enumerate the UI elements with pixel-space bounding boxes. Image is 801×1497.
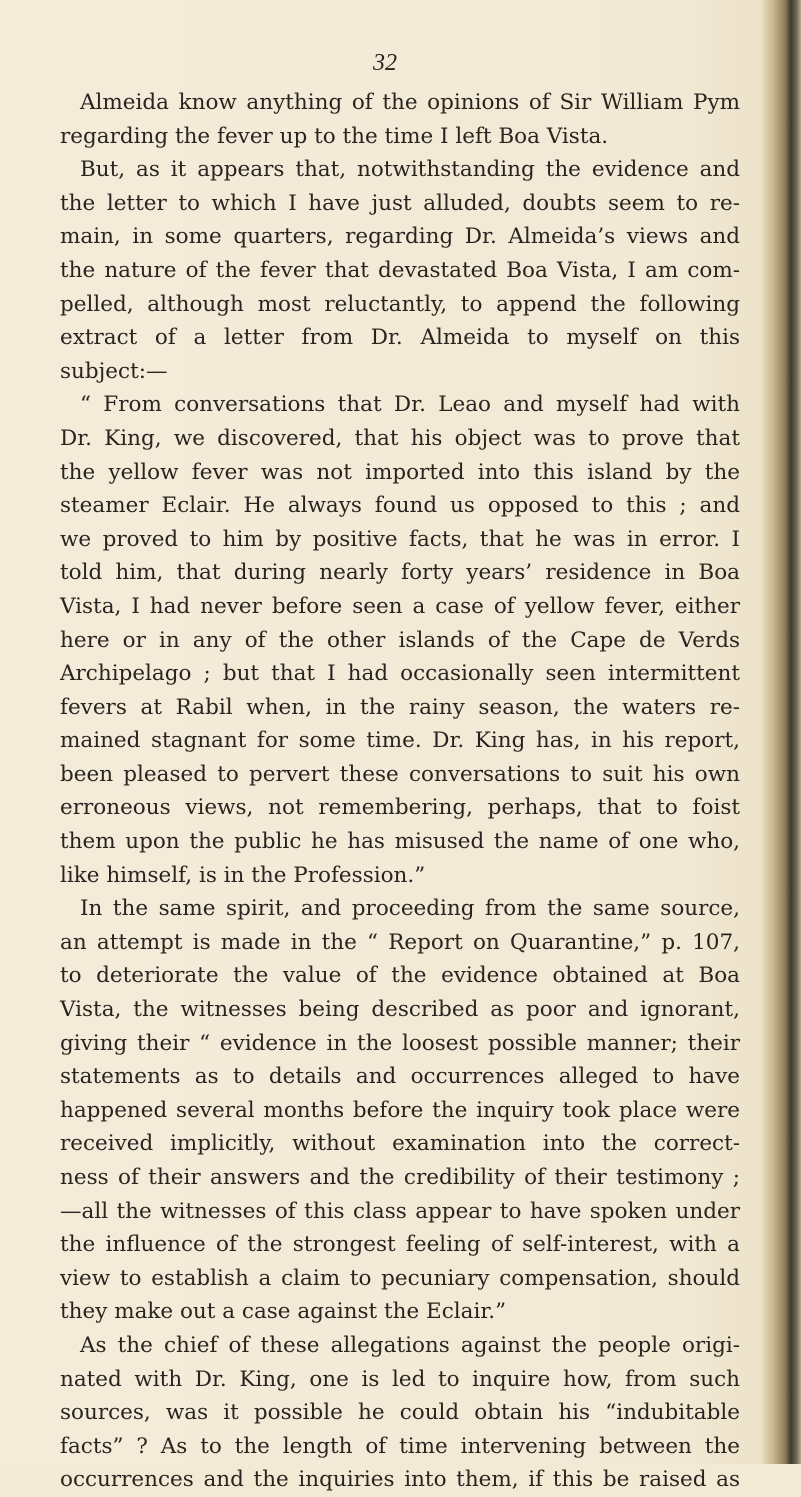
book-binding-edge [761,0,801,1464]
text-line: erroneous views, not remembering, perhaps, that to foist [60,795,740,821]
text-line: we proved to him by positive facts, that he was in error. I [60,526,740,552]
body-text [60,86,740,1497]
text-line: Vista, I had never before seen a case of yellow fever, either [60,593,740,619]
text-line: view to establish a claim to pecuniary compensation, should [60,1265,740,1291]
text-line: an attempt is made in the “ Report on Quarantine,” p. 107, [60,929,740,955]
text-line: nated with Dr. King, one is led to inquire how, from such [60,1366,740,1392]
text-line: But, as it appears that, notwithstanding the evidence and [80,157,740,183]
text-line: occurrences and the inquiries into them, if this be raised as [60,1467,740,1493]
text-line: Vista, the witnesses being described as poor and ignorant, [60,997,740,1023]
text-line: “ From conversations that Dr. Leao and myself had with [80,392,740,418]
text-line: pelled, although most reluctantly, to append the following [60,291,740,317]
text-line: Dr. King, we discovered, that his object was to prove that [60,425,740,451]
text-line: here or in any of the other islands of the Cape de Verds [60,627,740,653]
text-line: ness of their answers and the credibility of their testimony ; [60,1165,740,1190]
text-line: like himself, is in the Profession.” [60,862,426,888]
text-line: extract of a letter from Dr. Almeida to myself on this [60,325,740,351]
text-line: told him, that during nearly forty years’ residence in Boa [60,560,740,586]
text-line: the letter to which I have just alluded, doubts seem to re- [60,190,740,216]
text-line: mained stagnant for some time. Dr. King has, in his report, [60,728,740,754]
text-line: regarding the fever up to the time I left Boa Vista. [60,123,609,149]
text-line: giving their “ evidence in the loosest possible manner; their [60,1030,740,1056]
text-line: In the same spirit, and proceeding from the same source, [80,896,740,922]
text-line: been pleased to pervert these conversations to suit his own [60,761,740,787]
text-line: the yellow fever was not imported into this island by the [60,459,740,485]
text-line: happened several months before the inquiry took place were [60,1097,740,1123]
page-number: 32 [373,50,397,76]
text-line: sources, was it possible he could obtain his “indubitable [60,1400,740,1426]
text-line: subject:— [60,358,168,384]
text-line: main, in some quarters, regarding Dr. Almeida’s views and [60,224,740,250]
text-line: they make out a case against the Eclair.” [60,1299,507,1325]
text-line: facts” ? As to the length of time intervening between the [60,1433,740,1459]
text-line: received implicitly, without examination into the correct- [60,1131,740,1157]
text-line: Archipelago ; but that I had occasionally seen intermittent [60,661,740,687]
text-line: Almeida know anything of the opinions of Sir William Pym [80,90,740,115]
text-line: the nature of the fever that devastated Boa Vista, I am com- [60,257,740,283]
text-line: statements as to details and occurrences alleged to have [60,1064,740,1090]
text-line: them upon the public he has misused the name of one who, [60,829,740,855]
text-line: steamer Eclair. He always found us opposed to this ; and [60,493,740,519]
text-line: fevers at Rabil when, in the rainy season, the waters re- [60,694,740,720]
text-line: —all the witnesses of this class appear to have spoken under [60,1198,740,1224]
text-line: to deteriorate the value of the evidence obtained at Boa [60,963,740,989]
text-line: As the chief of these allegations against the people origi- [80,1332,740,1358]
text-line: the influence of the strongest feeling of self-interest, with a [60,1232,740,1258]
